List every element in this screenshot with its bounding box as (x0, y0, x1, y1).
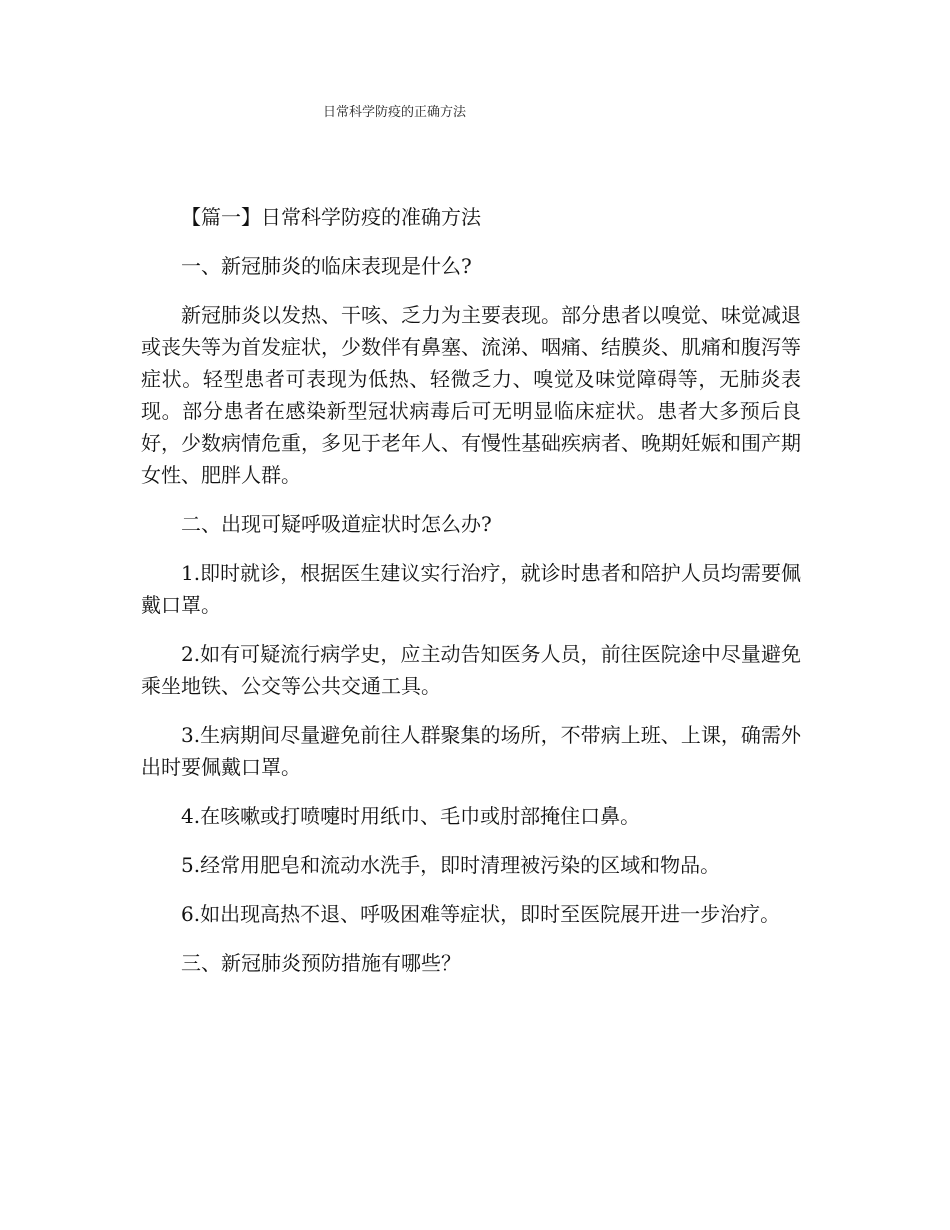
list-item-5: 5.经常用肥皂和流动水洗手，即时清理被污染的区域和物品。 (181, 853, 721, 877)
document-title: 【篇一】日常科学防疫的准确方法 (181, 205, 481, 229)
list-item-1: 1.即时就诊，根据医生建议实行治疗，就诊时患者和陪护人员均需要佩戴口罩。 (141, 561, 801, 617)
list-item-6: 6.如出现高热不退、呼吸困难等症状，即时至医院展开进一步治疗。 (181, 902, 781, 926)
list-item-2: 2.如有可疑流行病学史，应主动告知医务人员，前往医院途中尽量避免乘坐地铁、公交等公共交通工具。 (141, 642, 801, 698)
section-heading-1: 一、新冠肺炎的临床表现是什么? (181, 254, 472, 278)
paragraph-clinical-manifestations: 新冠肺炎以发热、干咳、乏力为主要表现。部分患者以嗅觉、味觉减退或丧失等为首发症状，少数伴有鼻塞、流涕、咽痛、结膜炎、肌痛和腹泻等症状。轻型患者可表现为低热、轻微乏力、嗅觉及味觉障碍等，无肺炎表现。部分患者在感染新型冠状病毒后可无明显临床症状。患者大多预后良好，少数病情危重，多见于老年人、有慢性基础疾病者、晚期妊娠和围产期女性、肥胖人群。 (141, 303, 801, 487)
list-item-4: 4.在咳嗽或打喷嚏时用纸巾、毛巾或肘部掩住口鼻。 (181, 804, 641, 828)
running-header: 日常科学防疫的正确方法 (323, 105, 467, 120)
section-heading-2: 二、出现可疑呼吸道症状时怎么办? (181, 512, 492, 536)
section-heading-3: 三、新冠肺炎预防措施有哪些？ (181, 951, 461, 975)
list-item-3: 3.生病期间尽量避免前往人群聚集的场所，不带病上班、上课，确需外出时要佩戴口罩。 (141, 723, 801, 779)
document-body (141, 201, 801, 996)
